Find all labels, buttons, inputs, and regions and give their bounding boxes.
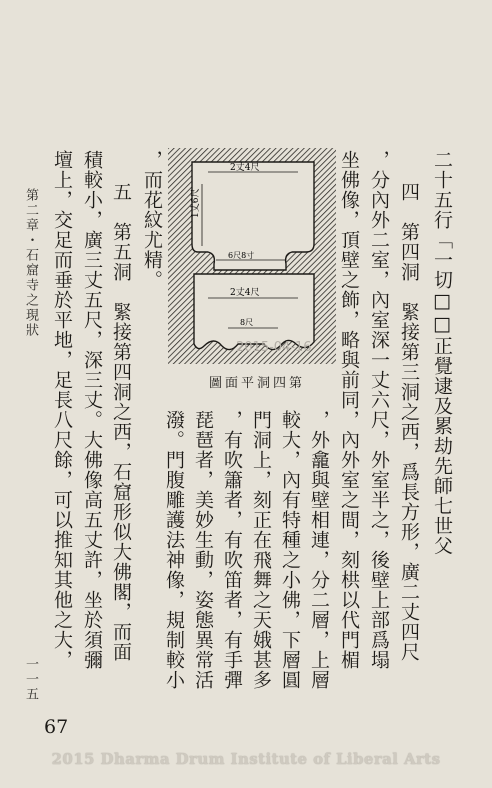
text-column-11: ，而花紋尤精。 xyxy=(141,150,163,290)
text-column-7: 門洞上，刻正在飛舞之天娥甚多 xyxy=(250,410,272,690)
text-column-8: ，有吹簫者，有吹笛者，有手彈 xyxy=(221,410,243,690)
label-lower-width: 2丈4尺 xyxy=(230,288,260,298)
native-page-number: 一一五 xyxy=(23,657,38,702)
cave-4-floor-plan xyxy=(168,148,336,364)
section-title: 第四洞 xyxy=(398,222,420,282)
section-text: 緊接第三洞之西，爲長方形，廣二丈四尺 xyxy=(398,302,420,662)
figure-caption: 第四洞平面圖 xyxy=(208,376,305,391)
text-column-13: 積較小，廣三丈五尺，深三丈。大佛像高五丈許，坐於須彌 xyxy=(81,150,103,670)
section-number: 四 xyxy=(398,182,420,202)
label-left-depth: 1丈6尺 xyxy=(191,188,201,218)
outer-chamber xyxy=(194,274,314,350)
page-number: 67 xyxy=(44,716,69,738)
scan-date-stamp: 2015-04-16 xyxy=(236,340,312,355)
text-column-5: ，外龕與壁相連，分二層，上層 xyxy=(308,410,330,690)
label-lower-depth: 8尺 xyxy=(240,318,254,327)
text-column-14: 壇上，交足而垂於平地，足長八尺餘，可以推知其他之大， xyxy=(51,150,73,670)
section-4-heading-column xyxy=(399,182,418,662)
text-column-4: 坐佛像，頂壁之飾，略與前同，內外室之間，刻栱以代門楣 xyxy=(338,150,360,670)
chapter-running-head: 第二章・石窟寺之現狀 xyxy=(23,188,38,338)
text-column-9: 琵琶者，美妙生動，姿態異常活 xyxy=(192,410,214,690)
text-column-3: ，分內外二室，內室深一丈六尺，外室半之，後壁上部爲塌 xyxy=(368,150,390,670)
label-mid-width: 6尺8寸 xyxy=(228,251,255,260)
text-column-6: 較大，內有特種之小佛，下層圓 xyxy=(279,410,301,690)
text-column-1: 二十五行「一切□□正覺逮及累劫先師七世父 xyxy=(431,150,453,556)
text-column-12: 五 第五洞 緊接第四洞之西，石窟形似大佛閣，而面 xyxy=(110,182,132,662)
copyright-watermark: 2015 Dharma Drum Institute of Liberal Arts xyxy=(51,750,441,768)
text-column-10: 潑。門腹雕護法神像，規制較小 xyxy=(163,410,185,690)
label-top-width: 2丈4尺 xyxy=(230,163,260,173)
